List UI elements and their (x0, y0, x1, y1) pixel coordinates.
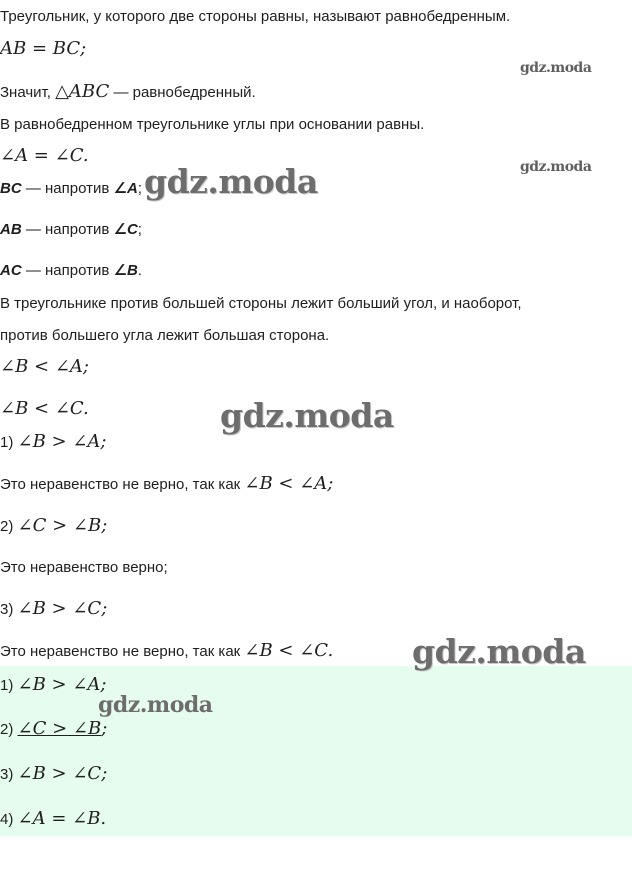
answer-option-3: 3) ∠B > ∠C; (0, 763, 108, 784)
inequality-2: ∠B < ∠C. (0, 398, 89, 419)
check-2: 2) ∠C > ∠B; (0, 515, 108, 536)
answer-option-2: 2) ∠C > ∠B; (0, 718, 108, 739)
answer-option-1: 1) ∠B > ∠A; (0, 674, 107, 695)
check-3-verdict: Это неравенство не верно, так как ∠B < ∠C. (0, 640, 334, 661)
answer-block (0, 666, 632, 836)
watermark-logo: gdz.moda (98, 692, 213, 718)
answer-option-4: 4) ∠A = ∠B. (0, 808, 107, 829)
property-line: В равнобедренном треугольнике углы при основании равны. (0, 116, 425, 133)
definition-line: Треугольник, у которого две стороны равны, называют равнобедренным. (0, 8, 511, 25)
check-1-verdict: Это неравенство не верно, так как ∠B < ∠A; (0, 473, 334, 494)
equation-angles: ∠A = ∠C. (0, 145, 89, 166)
theorem-line-2: против большего угла лежит большая сторона. (0, 327, 330, 344)
side-ab-line: AB — напротив ∠C; (0, 221, 142, 238)
side-bc-line: BC — напротив ∠A; (0, 180, 142, 197)
watermark-logo: gdz.moda (520, 60, 592, 76)
side-ac-line: AC — напротив ∠B. (0, 262, 142, 279)
watermark-logo: gdz.moda (412, 632, 586, 671)
check-1: 1) ∠B > ∠A; (0, 431, 107, 452)
check-2-verdict: Это неравенство верно; (0, 559, 168, 576)
inequality-1: ∠B < ∠A; (0, 356, 89, 377)
watermark-logo: gdz.moda (220, 396, 394, 435)
equation-ab-bc: AB = BC; (0, 38, 87, 59)
watermark-logo: gdz.moda (520, 159, 592, 175)
watermark-logo: gdz.moda (144, 162, 318, 201)
check-3: 3) ∠B > ∠C; (0, 598, 108, 619)
conclusion-line: Значит, △ABC — равнобедренный. (0, 81, 256, 102)
theorem-line-1: В треугольнике против большей стороны лежит больший угол, и наоборот, (0, 295, 522, 312)
